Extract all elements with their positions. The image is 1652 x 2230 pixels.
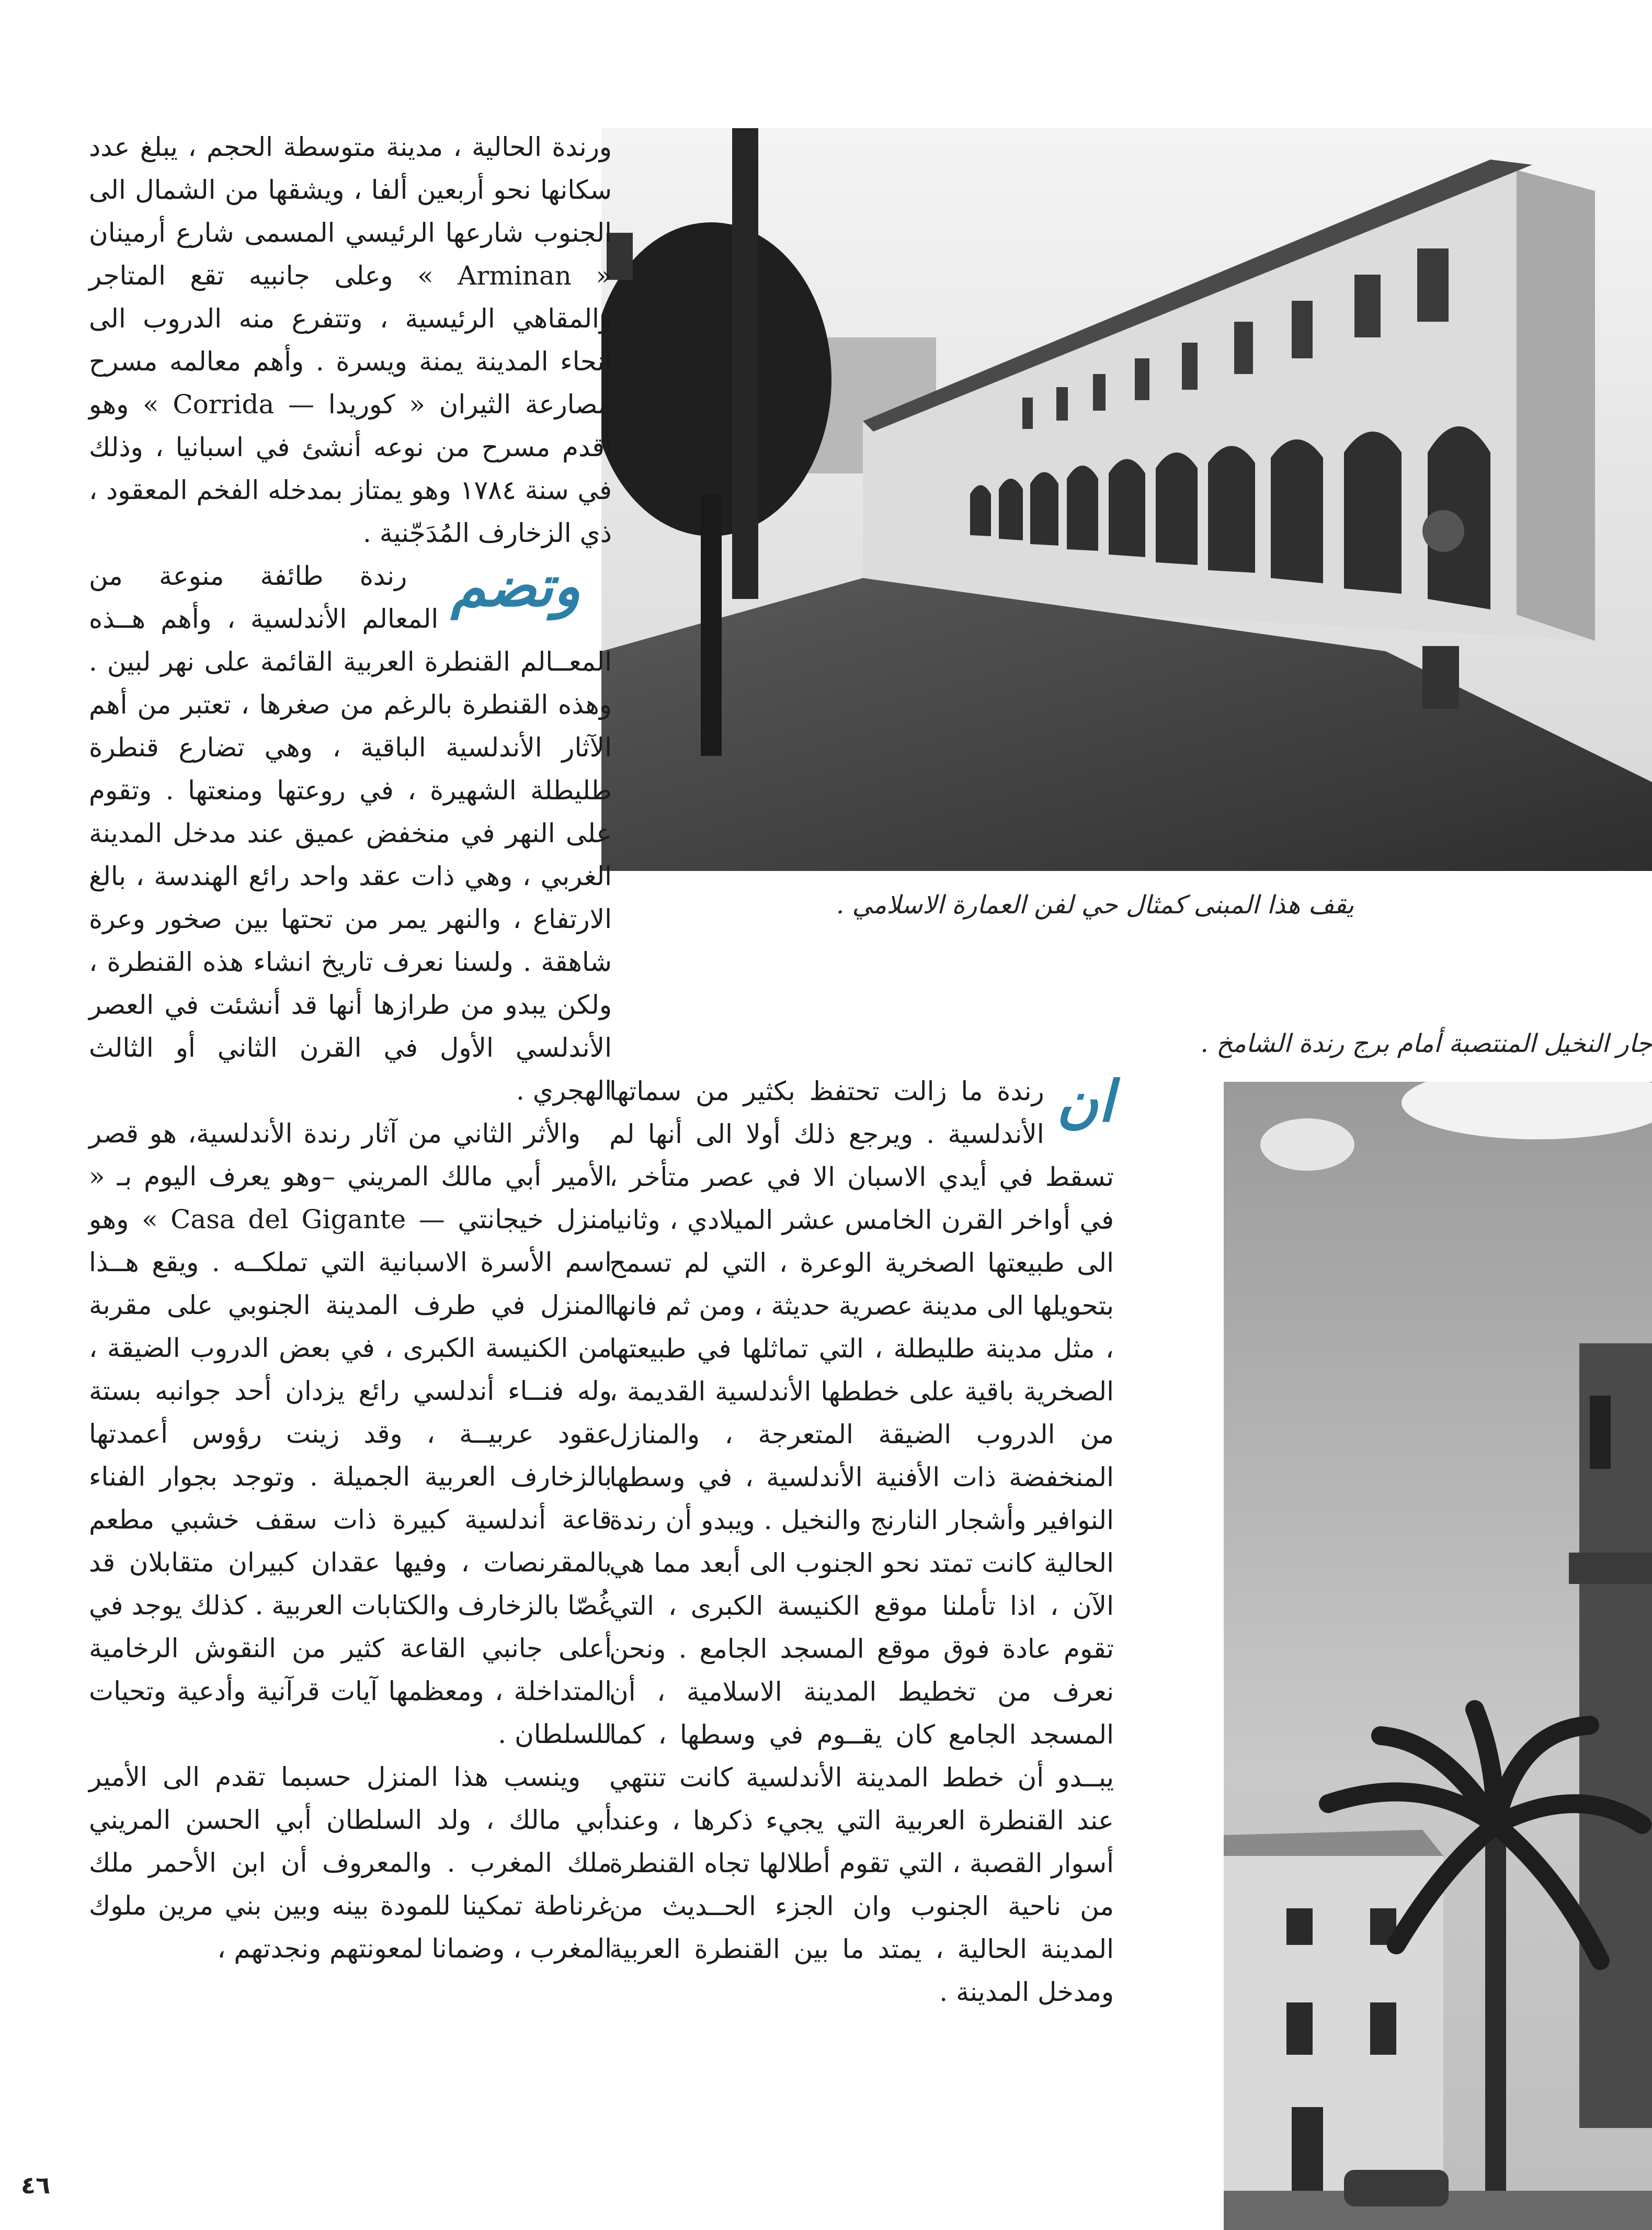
page-number: ٤٦ [21, 2171, 51, 2199]
left-text-column [89, 126, 612, 1970]
paragraph-modern-ronda: ورندة الحالية ، مدينة متوسطة الحجم ، يبلغ عدد سكانها نحو أربعين ألفا ، ويشقها من الشمال الى الجنوب شارعها الرئيسي المسمى شارع أرمينان « Arminan » وعلى جانبيه تقع المتاجر والمقاهي الرئيسية ، وتتفرع منه الدروب الى أنحاء المدينة يمنة ويسرة . وأهم معالمه مسرح مصارعة الثيران « كوريدا — Corrida » وهو أقدم مسرح من نوعه أنشئ في اسبانيا ، وذلك في سنة ١٧٨٤ وهو يمتاز بمدخله الفخم المعقود ، ذي الزخارف المُدَجّنية . [89, 132, 612, 548]
dropcap-anna: ان [1056, 1069, 1114, 1135]
bottom-photo-caption: جار النخيل المنتصبة أمام برج رندة الشامخ . [1200, 1029, 1652, 1058]
dropcap-watadum: وتضم [451, 554, 580, 619]
top-photo-caption: يقف هذا المبنى كمثال حي لفن العمارة الاسلامي . [836, 890, 1354, 920]
palm-tower-photo [1224, 1082, 1652, 2230]
paragraph-monuments-text: رندة طائفة منوعة من المعالم الأندلسية ، وأهم هــذه المعــالم القنطرة العربية القائمة على نهر لبين . وهذه القنطرة بالرغم من صغرها ، تعتبر من أهم الآثار الأندلسية الباقية ، وهي تضارع قنطرة طليطلة الشهيرة ، في روعتها ومنعتها . وتقوم على النهر في منخفض عميق عند مدخل المدينة الغربي ، وهي ذات عقد واحد رائع الهندسة ، بالغ الارتفاع ، والنهر يمر من تحتها بين صخور وعرة شاهقة . ولسنا نعرف تاريخ انشاء هذه القنطرة ، ولكن يبدو من طرازها أنها قد أنشئت في العصر الأندلسي الأول في القرن الثاني أو الثالث الهجري . [89, 561, 612, 1106]
paragraph-casa-gigante: والأثر الثاني من آثار رندة الأندلسية، هو قصر الأمير أبي مالك المريني –وهو يعرف اليوم بـ « منزل خيجانتي — Casa del Gigante » وهو اسم الأسرة الاسبانية التي تملكــه . ويقع هــذا المنزل في طرف المدينة الجنوبي على مقربة من الكنيسة الكبرى ، في بعض الدروب الضيقة ، وله فنــاء أندلسي رائع يزدان أحد جوانبه بستة عقود عربيــة ، وقد زينت رؤوس أعمدتها بالزخارف العربية الجميلة . وتوجد بجوار الفناء قاعة أندلسية كبيرة ذات سقف خشبي مطعم بالمقرنصات ، وفيها عقدان كبيران متقابلان قد غُصّا بالزخارف والكتابات العربية . كذلك يوجد في أعلى جانبي القاعة كثير من النقوش الرخامية المتداخلة ، ومعظمها آيات قرآنية وأدعية وتحيات للسلطان . [89, 1118, 612, 1749]
paragraph-abi-malik: وينسب هذا المنزل حسبما تقدم الى الأمير أبي مالك ، ولد السلطان أبي الحسن المريني ملك المغرب . والمعروف أن ابن الأحمر ملك غرناطة تمكينا للمودة بينه وبين بني مرين ملوك المغرب ، وضمانا لمعونتهم ونجدتهم ، [89, 1762, 612, 1964]
paragraph-andalusian-features-text: رندة ما زالت تحتفظ بكثير من سماتها الأندلسية . ويرجع ذلك أولا الى أنها لم تسقط في أيدي الاسبان الا في عصر متأخر ، في أواخر القرن الخامس عشر الميلادي ، وثانيا الى طبيعتها الصخرية الوعرة ، التي لم تسمح بتحويلها الى مدينة عصرية حديثة ، ومن ثم فانها ، مثل مدينة طليطلة ، التي تماثلها في طبيعتها الصخرية باقية على خططها الأندلسية القديمة ، من الدروب الضيقة المتعرجة ، والمنازل المنخفضة ذات الأفنية الأندلسية ، في وسطها النوافير وأشجار النارنج والنخيل . ويبدو أن رندة الحالية كانت تمتد نحو الجنوب الى أبعد مما هي الآن ، اذا تأملنا موقع الكنيسة الكبرى ، التي تقوم عادة فوق موقع المسجد الجامع . ونحن نعرف من تخطيط المدينة الاسلامية ، أن المسجد الجامع كان يقــوم في وسطها ، كما يبــدو أن خطط المدينة الأندلسية كانت تنتهي عند القنطرة العربية التي يجيء ذكرها ، وعند أسوار القصبة ، التي تقوم أطلالها تجاه القنطرة من ناحية الجنوب وان الجزء الحــديث من المدينة الحالية ، يمتد ما بين القنطرة العربية ومدخل المدينة . [609, 1076, 1114, 2007]
arcade-building-photo [601, 128, 1652, 871]
paragraph-monuments [89, 554, 612, 1112]
middle-text-column [609, 1070, 1114, 2013]
paragraph-andalusian-features [609, 1070, 1114, 2013]
